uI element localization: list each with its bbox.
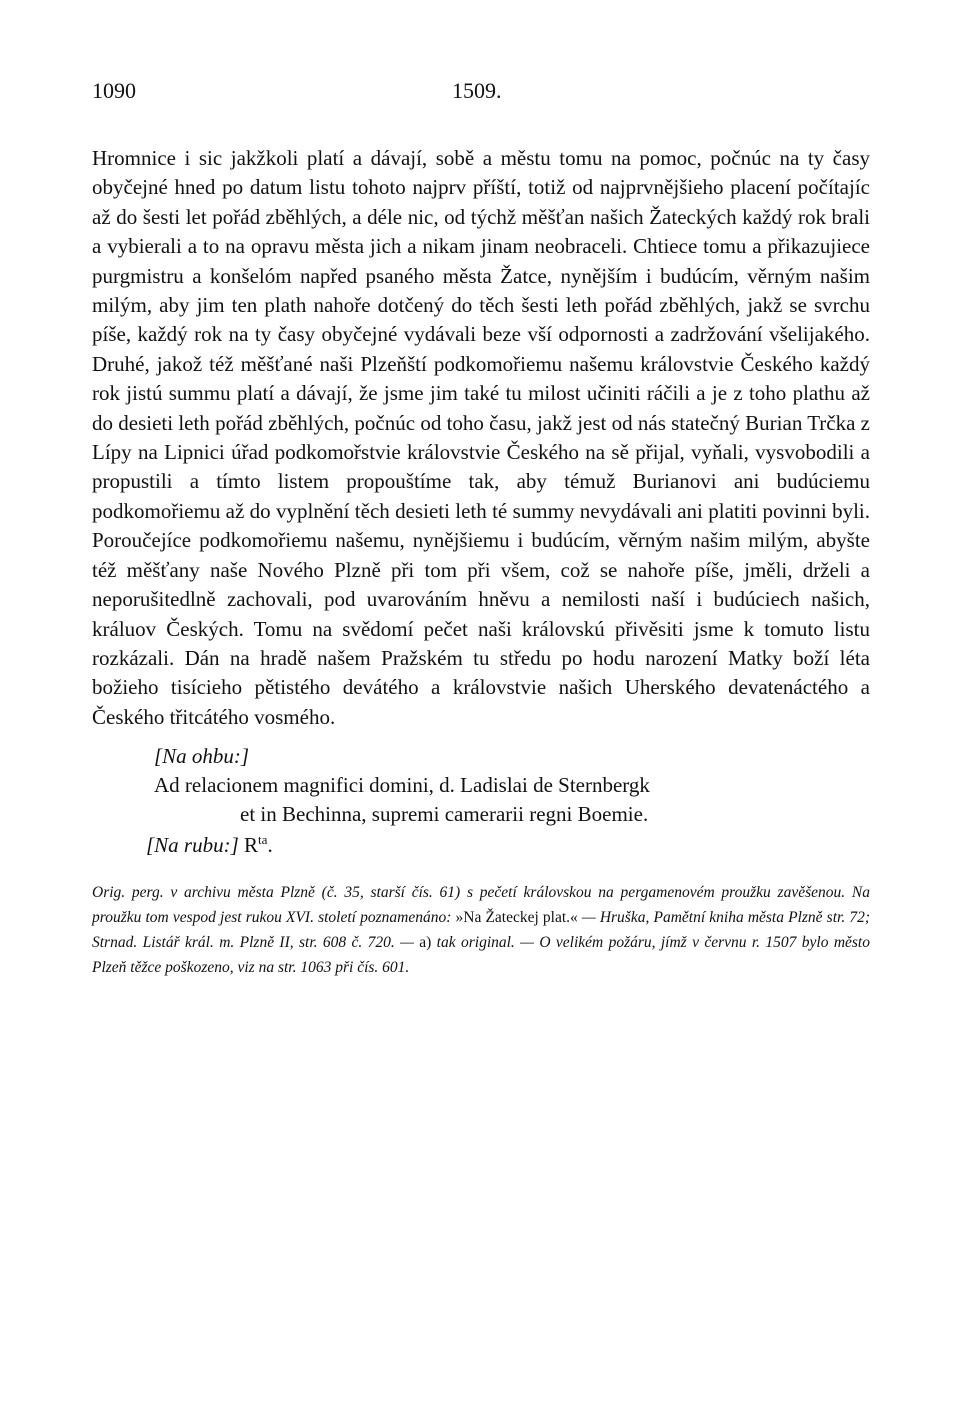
page-number: 1090	[92, 78, 136, 103]
charter-text	[92, 144, 870, 732]
verso-endorsement	[146, 831, 870, 860]
fold-endorsement	[154, 742, 870, 771]
running-head-year: 1509.	[452, 78, 502, 103]
note-references: — Hruška, Pamětní kniha města Plzně str. 72; Strnad. Listář král. m. Plzně II, str. 608 č. 720. —	[92, 909, 870, 952]
note-fire: tak original. — O velikém požáru, jímž v červnu r. 1507 bylo město Plzeň těžce poškozeno, viz na str. 1063 při čís. 601.	[92, 934, 870, 977]
running-head	[92, 78, 870, 108]
verso-label: [Na rubu:]	[146, 833, 239, 858]
fold-text-line-2: et in Bechinna, supremi camerarii regni Boemie.	[240, 802, 649, 827]
charter-paragraph: Hromnice i sic jakžkoli platí a dávají, sobě a městu tomu na pomoc, počnúc na ty časy obyčejné hned po datum listu tohoto najprv příští, totiž od najprvnějšieho placení počítajíc až do šesti let pořád zběhlých, a déle nic, od týchž měšťan našich Žateckých každý rok brali a vybierali a to na opravu města jich a nikam jinam neobraceli. Chtiece tomu a přikazujiece purgmistru a konšelóm napřed psaného města Žatce, nynějším i budúcím, věrným našim milým, aby jim ten plath nahoře dotčený do těch šesti leth pořád zběhlých, jakž se svrchu píše, každý rok na ty časy obyčejné vydávali beze vší odpornosti a zadržování všelijakého. Druhé, jakož též měšťané naši Plzeňští podkomořiemu našemu královstvie Českého každý rok jistú summu platí a dávají, že jsme jim také tu milost učiniti ráčili a je z toho plathu až do desieti leth pořád zběhlých, počnúc od toho času, jakž jest od nás statečný Burian Trčka z Lípy na Lipnici úřad podkomořstvie královstvie Českého na sě přijal, vyňali, vysvobodili a propustili a tímto listem propouštíme tak, aby témuž Burianovi ani budúciemu podkomořiemu až do vyplnění těch desieti leth té summy nevydávali ani platiti povinni byli. Poroučejíce podkomořiemu našemu, nynějšiemu i budúcím, věrným našim milým, abyšte též měšťany naše Nového Plzně při tom při všem, což se nahoře píše, jměli, drželi a neporušitedlně zachovali, pod uvarováním hněvu a nemilosti naší i budúciech našich, králuov Českých. Tomu na svědomí pečet naši královskú přivěsiti jsme k tomuto listu rozkázali. Dán na hradě našem Pražském tu středu po hodu narození Matky boží léta božieho tisícieho pětistého devátého a královstvie našich Uherského devatenáctého a Českého třitcátého vosmého.	[92, 146, 870, 729]
note-source: Orig. perg. v archivu města Plzně (č. 35, starší čís. 61) s pečetí královskou na pergamenovém proužku zavěšenou. Na proužku tom vespod jest rukou XVI. století poznamenáno:	[92, 884, 870, 927]
endorsement	[92, 742, 870, 860]
verso-text: R	[244, 833, 259, 858]
verso-end: .	[267, 833, 273, 858]
note-quote: »Na Žateckej plat.«	[455, 909, 578, 927]
fold-text-line-1: Ad relacionem magnifici domini, d. Ladislai de Sternbergk	[154, 773, 650, 798]
fold-label: [Na ohbu:]	[154, 744, 250, 769]
page-content	[92, 78, 870, 980]
note-marker: a)	[419, 934, 432, 952]
footnotes	[92, 880, 870, 980]
verso-superscript: ta	[258, 832, 268, 848]
